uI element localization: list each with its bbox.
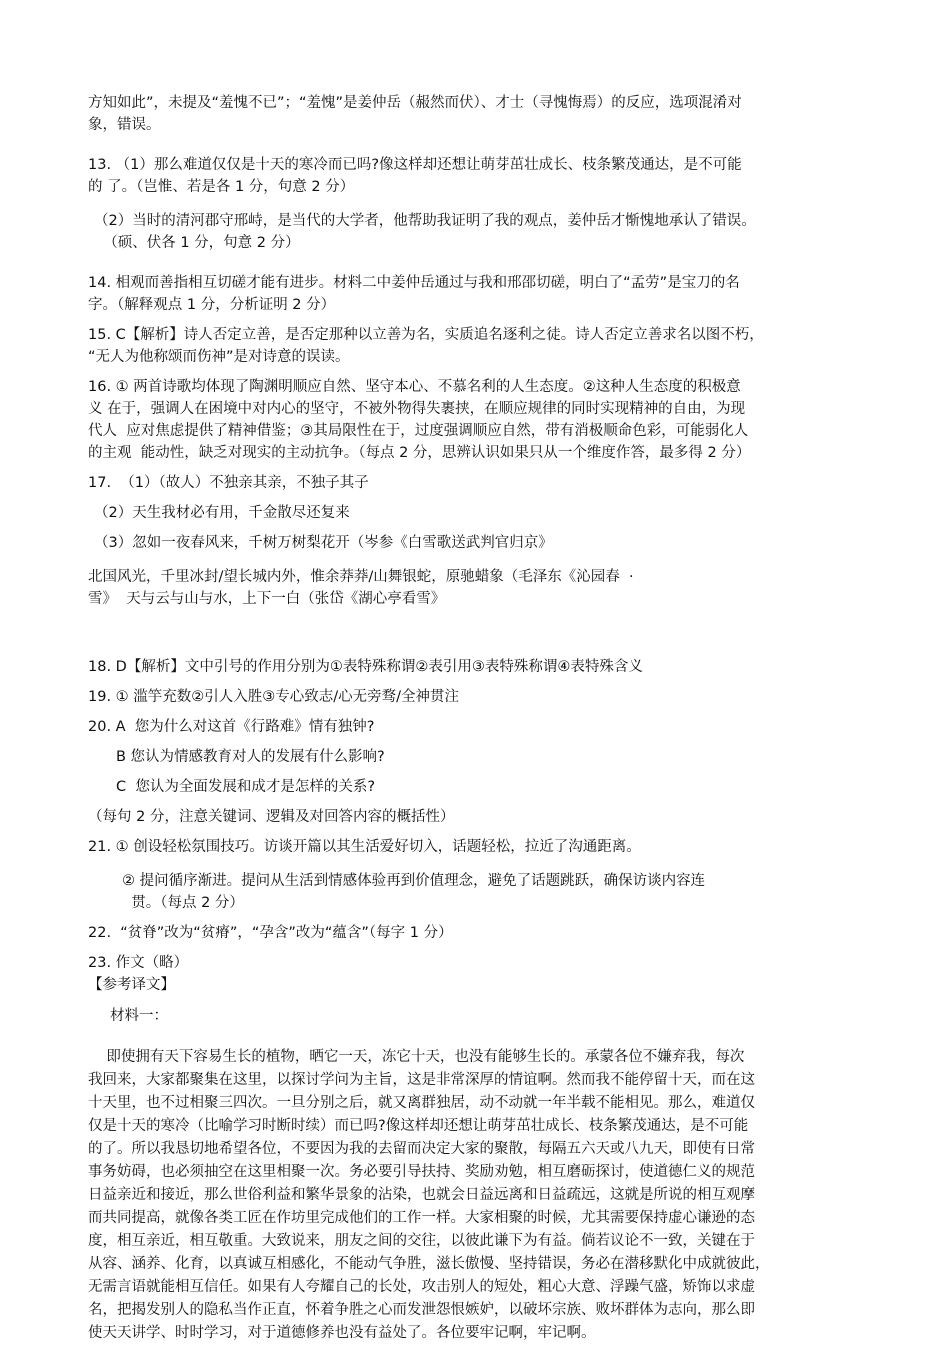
text-line: 的了。所以我恳切地希望各位，不要因为我的去留而决定大家的聚散，每隔五六天或八九天，即使有日常 bbox=[88, 1141, 755, 1157]
section-heading: 【参考译文】 bbox=[88, 977, 175, 993]
q14 bbox=[88, 272, 878, 316]
answer-key-page bbox=[88, 92, 878, 1345]
text-line: 象，错误。 bbox=[88, 117, 161, 133]
text-line: （2）当时的清河郡守邢峙，是当代的大学者，他帮助我证明了我的观点，姜仲岳才惭愧地承认了错误。 bbox=[94, 213, 756, 229]
q13-part2 bbox=[88, 210, 878, 254]
q20-note bbox=[88, 806, 878, 828]
text-line: 14. 相观而善指相互切磋才能有进步。材料二中姜仲岳通过与我和邢邵切磋，明白了“孟劳”是宝刀的名 bbox=[88, 275, 740, 291]
reference-translation bbox=[88, 974, 878, 1345]
text-line: 从容、涵养、化育，以真诚互相感化，不能动气争胜，滋长傲慢、坚持错误，务必在潜移默化中成就彼此， bbox=[88, 1256, 770, 1272]
text-line: 仅是十天的寒冷（比喻学习时断时续）而已吗?像这样却还想让萌芽茁壮成长、枝条繁茂通达，是不可能 bbox=[88, 1118, 749, 1134]
q20-a bbox=[88, 716, 878, 738]
text-line: （3）忽如一夜春风来，千树万树梨花开（岑参《白雪歌送武判官归京》 bbox=[94, 535, 553, 551]
text-line: 事务妨碍，也必须抽空在这里相聚一次。务必要引导扶持、奖励劝勉，相互磨砺探讨，使道德仁义的规范 bbox=[88, 1164, 755, 1180]
text-line: 使天天讲学、时时学习，对于道德修养也没有益处了。各位要牢记啊，牢记啊。 bbox=[88, 1325, 596, 1341]
text-line: 而共同提高，就像各类工匠在作坊里完成他们的工作一样。大家相聚的时候，尤其需要保持虚心谦逊的态 bbox=[88, 1210, 755, 1226]
text-line: ② 提问循序渐进。提问从生活到情感体验再到价值理念，避免了话题跳跃，确保访谈内容连 bbox=[122, 873, 706, 889]
text-line: 即使拥有天下容易生长的植物，晒它一天，冻它十天，也没有能够生长的。承蒙各位不嫌弃我，每次 bbox=[88, 1049, 745, 1065]
text-line: 23. 作文（略） bbox=[88, 955, 189, 971]
q23 bbox=[88, 952, 878, 974]
q20-c bbox=[88, 776, 878, 798]
text-line: 的 了。（岂惟、若是各 1 分，句意 2 分） bbox=[88, 179, 355, 195]
q20-b bbox=[88, 746, 878, 768]
text-line: 17. （1）（故人）不独亲其亲，不独子其子 bbox=[88, 475, 369, 491]
q18 bbox=[88, 656, 878, 678]
text-line: 度，相互亲近，相互敬重。大致说来，朋友之间的交往，以彼此谦下为有益。倘若议论不一致，关键在于 bbox=[88, 1233, 755, 1249]
text-line: 13. （1）那么难道仅仅是十天的寒冷而已吗?像这样却还想让萌芽茁壮成长、枝条繁茂通达，是不可能 bbox=[88, 157, 742, 173]
q17-part4 bbox=[88, 566, 878, 610]
text-line: 北国风光，千里冰封/望长城内外，惟余莽莽/山舞银蛇，原驰蜡象（毛泽东《沁园春 · bbox=[88, 569, 634, 585]
q21-part2 bbox=[88, 870, 878, 914]
q16 bbox=[88, 376, 878, 464]
text-line: C 您认为全面发展和成才是怎样的关系? bbox=[116, 779, 376, 795]
q17-part3 bbox=[88, 532, 878, 554]
text-line: 的主观 能动性，缺乏对现实的主动抗争。（每点 2 分，思辨认识如果只从一个维度作答，最多得 2 分） bbox=[88, 445, 751, 461]
q22 bbox=[88, 922, 878, 944]
q13-part1 bbox=[88, 154, 878, 198]
q19 bbox=[88, 686, 878, 708]
text-line: 19. ① 滥竽充数②引人入胜③专心致志/心无旁骛/全神贯注 bbox=[88, 689, 460, 705]
q21-part1 bbox=[88, 836, 878, 858]
text-line: 方知如此”，未提及“羞愧不已”；“羞愧”是姜仲岳（赧然而伏）、才士（寻愧悔焉）的反应，选项混淆对 bbox=[88, 95, 742, 111]
text-line: 义 在于，强调人在困境中对内心的坚守，不被外物得失裹挟，在顺应规律的同时实现精神的自由，为现 bbox=[88, 401, 746, 417]
text-line: （2）天生我材必有用，千金散尽还复来 bbox=[94, 505, 350, 521]
text-line: 21. ① 创设轻松氛围技巧。访谈开篇以其生活爱好切入，话题轻松，拉近了沟通距离。 bbox=[88, 839, 641, 855]
q12-tail bbox=[88, 92, 878, 136]
text-line: 18. D【解析】文中引号的作用分别为①表特殊称谓②表引用③表特殊称谓④表特殊含义 bbox=[88, 659, 643, 675]
text-line: 代人 应对焦虑提供了精神借鉴；③其局限性在于，过度强调顺应自然，带有消极顺命色彩，可能弱化人 bbox=[88, 423, 749, 439]
text-line: 20. A 您为什么对这首《行路难》情有独钟? bbox=[88, 719, 375, 735]
text-line: 贯。（每点 2 分） bbox=[122, 895, 244, 911]
text-line: 我回来，大家都聚集在这里，以探讨学问为主旨，这是非常深厚的情谊啊。然而我不能停留十天，而在这 bbox=[88, 1072, 755, 1088]
text-line: 日益亲近和接近，那么世俗利益和繁华景象的沾染，也就会日益远离和日益疏远，这就是所说的相互观摩 bbox=[88, 1187, 755, 1203]
text-line: B 您认为情感教育对人的发展有什么影响? bbox=[116, 749, 385, 765]
text-line: 无需言语就能相互信任。如果有人夸耀自己的长处，攻击别人的短处，粗心大意、浮躁气盛，矫饰以求虚 bbox=[88, 1279, 755, 1295]
text-line: 15. C【解析】诗人否定立善，是否定那种以立善为名，实质追名逐利之徒。诗人否定立善求名以图不朽， bbox=[88, 327, 764, 343]
translation-paragraph bbox=[88, 1046, 878, 1345]
text-line: 雪》 天与云与山与水，上下一白（张岱《湖心亭看雪》 bbox=[88, 591, 446, 607]
text-line: 16. ① 两首诗歌均体现了陶渊明顺应自然、坚守本心、不慕名利的人生态度。②这种人生态度的积极意 bbox=[88, 379, 741, 395]
text-line: （硕、伏各 1 分，句意 2 分） bbox=[94, 235, 300, 251]
text-line: 名，把揭发别人的隐私当作正直，怀着争胜之心而发泄怨恨嫉妒，以破坏宗族、败坏群体为志向，那么即 bbox=[88, 1302, 755, 1318]
text-line: （每句 2 分，注意关键词、逻辑及对回答内容的概括性） bbox=[88, 809, 455, 825]
text-line: 十天里，也不过相聚三四次。一旦分别之后，就又离群独居，动不动就一年半载不能相见。那么，难道仅 bbox=[88, 1095, 755, 1111]
material-label: 材料一： bbox=[110, 1008, 168, 1024]
q17-part1 bbox=[88, 472, 878, 494]
text-line: 22. “贫脊”改为“贫瘠”，“孕含”改为“蕴含”（每字 1 分） bbox=[88, 925, 453, 941]
text-line: “无人为他称颂而伤神”是对诗意的误读。 bbox=[88, 349, 350, 365]
text-line: 字。（解释观点 1 分，分析证明 2 分） bbox=[88, 297, 336, 313]
q15 bbox=[88, 324, 878, 368]
q17-part2 bbox=[88, 502, 878, 524]
